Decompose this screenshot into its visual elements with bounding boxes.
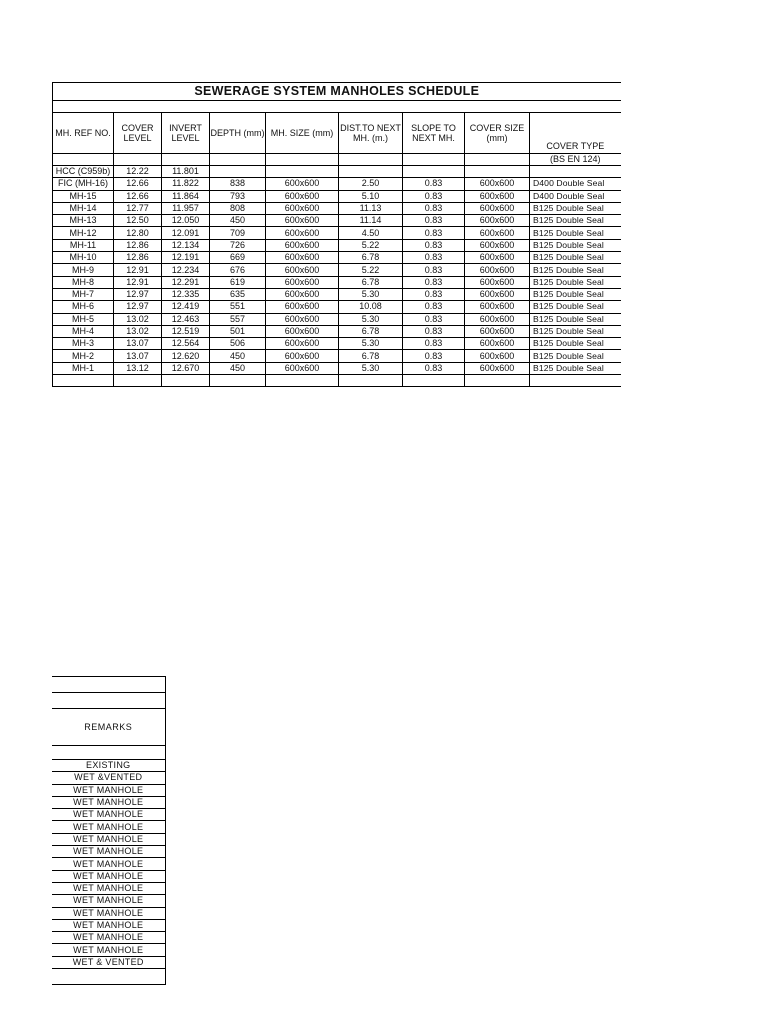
cell-cover-size: 600x600 [465,227,530,239]
remark-cell: WET MANHOLE [52,944,165,956]
sub-cell [162,154,210,166]
remark-cell: WET MANHOLE [52,784,165,796]
sub-cell [403,154,465,166]
remarks-row [52,907,165,919]
cell-cover-level: 12.97 [114,288,162,300]
blank-cell [465,375,530,387]
cell-cover-size: 600x600 [465,313,530,325]
cell-mh-ref: MH-9 [53,264,114,276]
blank-cell [162,375,210,387]
cell-mh-size: 600x600 [266,350,339,362]
cell-mh-size: 600x600 [266,252,339,264]
cell-slope-next: 0.83 [403,313,465,325]
cell-slope-next: 0.83 [403,301,465,313]
cell-cover-level: 12.91 [114,276,162,288]
blank-cell [266,375,339,387]
sub-cell [339,154,403,166]
cell-slope-next: 0.83 [403,338,465,350]
cell-mh-ref: HCC (C959b) [53,166,114,178]
remark-cell: WET MANHOLE [52,919,165,931]
cell-mh-size: 600x600 [266,227,339,239]
cell-dist-next: 6.78 [339,325,403,337]
sub-cell [114,154,162,166]
cell-dist-next: 2.50 [339,178,403,190]
cell-cover-type: D400 Double Seal [530,178,621,190]
cell-invert-level: 12.564 [162,338,210,350]
remarks-row [52,919,165,931]
cell-mh-ref: MH-8 [53,276,114,288]
cell-cover-level: 12.77 [114,202,162,214]
cell-mh-ref: MH-4 [53,325,114,337]
table-row [53,239,621,251]
remarks-row [52,858,165,870]
cell-depth: 726 [210,239,266,251]
cell-depth: 838 [210,178,266,190]
cell-slope-next: 0.83 [403,227,465,239]
table-row [53,362,621,374]
remarks-row [52,772,165,784]
cell-slope-next: 0.83 [403,239,465,251]
cell-invert-level: 12.463 [162,313,210,325]
cell-depth: 450 [210,215,266,227]
cell-mh-ref: MH-13 [53,215,114,227]
cell-cover-size: 600x600 [465,239,530,251]
cell-mh-size: 600x600 [266,313,339,325]
header-cover-type-standard: (BS EN 124) [530,154,621,166]
schedule-title: SEWERAGE SYSTEM MANHOLES SCHEDULE [53,83,621,101]
cell-depth: 676 [210,264,266,276]
cell-cover-size: 600x600 [465,276,530,288]
cell-cover-type: B125 Double Seal [530,239,621,251]
table-row [53,301,621,313]
cell-cover-type: B125 Double Seal [530,301,621,313]
cell-cover-type: D400 Double Seal [530,190,621,202]
cell-cover-level: 12.80 [114,227,162,239]
cell-depth: 501 [210,325,266,337]
remark-cell: WET MANHOLE [52,895,165,907]
cell-invert-level: 12.091 [162,227,210,239]
cell-cover-type: B125 Double Seal [530,350,621,362]
remark-cell: WET MANHOLE [52,796,165,808]
blank-cell [210,375,266,387]
blank-cell [114,375,162,387]
cell-slope-next: 0.83 [403,276,465,288]
cell-cover-level: 13.02 [114,325,162,337]
cell-cover-level: 12.22 [114,166,162,178]
cell-dist-next: 4.50 [339,227,403,239]
table-row [53,227,621,239]
cell-depth: 450 [210,350,266,362]
cell-depth: 635 [210,288,266,300]
cell-mh-size: 600x600 [266,178,339,190]
cell-dist-next: 5.30 [339,338,403,350]
table-row [53,166,621,178]
cell-slope-next: 0.83 [403,252,465,264]
remarks-table [52,676,166,985]
cell-slope-next: 0.83 [403,215,465,227]
sub-cell [266,154,339,166]
header-depth: DEPTH (mm) [210,113,266,154]
cell-depth: 619 [210,276,266,288]
table-row [53,202,621,214]
cell-invert-level: 12.335 [162,288,210,300]
cell-invert-level: 12.419 [162,301,210,313]
remarks-row [52,821,165,833]
table-row [53,338,621,350]
cell-cover-level: 13.12 [114,362,162,374]
cell-mh-ref: MH-15 [53,190,114,202]
cell-cover-type [530,166,621,178]
remarks-row [52,956,165,968]
cell-dist-next: 5.30 [339,362,403,374]
sub-cell [53,154,114,166]
cell-dist-next: 6.78 [339,252,403,264]
cell-mh-ref: MH-10 [53,252,114,264]
remark-cell: WET MANHOLE [52,809,165,821]
remark-cell: WET MANHOLE [52,833,165,845]
cell-mh-size: 600x600 [266,239,339,251]
cell-mh-size: 600x600 [266,362,339,374]
cell-dist-next: 11.13 [339,202,403,214]
cell-mh-size: 600x600 [266,276,339,288]
cell-mh-size: 600x600 [266,288,339,300]
header-cover-level: COVER LEVEL [114,113,162,154]
cell-depth: 506 [210,338,266,350]
cell-cover-type: B125 Double Seal [530,227,621,239]
cell-depth: 557 [210,313,266,325]
cell-cover-type: B125 Double Seal [530,202,621,214]
table-row [53,350,621,362]
table-row [53,276,621,288]
cell-depth: 709 [210,227,266,239]
remark-cell: WET &VENTED [52,772,165,784]
cell-dist-next: 6.78 [339,350,403,362]
cell-mh-ref: MH-1 [53,362,114,374]
cell-cover-size [465,166,530,178]
remarks-row [52,809,165,821]
cell-mh-ref: MH-14 [53,202,114,214]
cell-invert-level: 11.864 [162,190,210,202]
remark-cell: WET MANHOLE [52,907,165,919]
cell-cover-type: B125 Double Seal [530,252,621,264]
remarks-row [52,796,165,808]
remarks-row [52,846,165,858]
cell-mh-size: 600x600 [266,338,339,350]
cell-cover-size: 600x600 [465,301,530,313]
cell-dist-next [339,166,403,178]
cell-slope-next: 0.83 [403,362,465,374]
cell-invert-level: 12.050 [162,215,210,227]
table-row [53,215,621,227]
cell-cover-level: 12.86 [114,252,162,264]
cell-depth: 551 [210,301,266,313]
header-cover-type: COVER TYPE [530,113,621,154]
blank-cell [339,375,403,387]
cell-slope-next: 0.83 [403,264,465,276]
cell-dist-next: 5.10 [339,190,403,202]
cell-invert-level: 12.519 [162,325,210,337]
cell-cover-type: B125 Double Seal [530,362,621,374]
remarks-row [52,944,165,956]
table-row [53,190,621,202]
blank-cell [53,375,114,387]
cell-depth: 793 [210,190,266,202]
header-mh-ref: MH. REF NO. [53,113,114,154]
table-row [53,264,621,276]
table-row [53,288,621,300]
cell-cover-type: B125 Double Seal [530,276,621,288]
cell-cover-size: 600x600 [465,362,530,374]
cell-cover-type: B125 Double Seal [530,264,621,276]
cell-cover-level: 12.66 [114,190,162,202]
blank-row [53,375,621,387]
blank-row [52,969,165,985]
cell-invert-level: 12.234 [162,264,210,276]
sub-cell [465,154,530,166]
remarks-row [52,932,165,944]
cell-mh-size: 600x600 [266,190,339,202]
remark-cell: WET MANHOLE [52,821,165,833]
remark-cell: WET MANHOLE [52,846,165,858]
cell-dist-next: 5.30 [339,288,403,300]
cell-invert-level: 11.801 [162,166,210,178]
cell-cover-level: 13.02 [114,313,162,325]
cell-dist-next: 11.14 [339,215,403,227]
cell-mh-size: 600x600 [266,325,339,337]
blank-row [52,677,165,693]
header-slope-next: SLOPE TO NEXT MH. [403,113,465,154]
cell-mh-ref: MH-2 [53,350,114,362]
cell-invert-level: 12.191 [162,252,210,264]
header-mh-size: MH. SIZE (mm) [266,113,339,154]
blank-cell [52,969,165,985]
remarks-row [52,833,165,845]
cell-invert-level: 11.822 [162,178,210,190]
remark-cell: WET MANHOLE [52,932,165,944]
cell-depth: 669 [210,252,266,264]
cell-cover-size: 600x600 [465,338,530,350]
sub-cell [210,154,266,166]
remark-cell: WET & VENTED [52,956,165,968]
remarks-row [52,870,165,882]
blank-row [52,746,165,760]
cell-cover-level: 12.86 [114,239,162,251]
cell-cover-size: 600x600 [465,288,530,300]
cell-depth: 808 [210,202,266,214]
remarks-row [52,760,165,772]
cell-dist-next: 5.22 [339,264,403,276]
spacer-row [53,101,621,113]
cell-slope-next: 0.83 [403,288,465,300]
cell-dist-next: 5.22 [339,239,403,251]
remark-cell: EXISTING [52,760,165,772]
blank-cell [403,375,465,387]
remark-cell: WET MANHOLE [52,870,165,882]
cell-slope-next: 0.83 [403,202,465,214]
table-row [53,178,621,190]
cell-cover-size: 600x600 [465,202,530,214]
remark-cell: WET MANHOLE [52,858,165,870]
cell-cover-size: 600x600 [465,350,530,362]
table-row [53,252,621,264]
remarks-header: REMARKS [52,709,165,746]
header-dist-next: DIST.TO NEXT MH. (m.) [339,113,403,154]
cell-mh-ref: MH-6 [53,301,114,313]
cell-cover-level: 12.50 [114,215,162,227]
cell-invert-level: 12.134 [162,239,210,251]
cell-cover-size: 600x600 [465,264,530,276]
cell-cover-size: 600x600 [465,325,530,337]
cell-dist-next: 10.08 [339,301,403,313]
cell-mh-ref: MH-12 [53,227,114,239]
cell-slope-next: 0.83 [403,190,465,202]
cell-mh-ref: MH-7 [53,288,114,300]
cell-dist-next: 5.30 [339,313,403,325]
header-cover-size: COVER SIZE (mm) [465,113,530,154]
table-row [53,325,621,337]
cell-depth: 450 [210,362,266,374]
table-row [53,313,621,325]
header-invert-level: INVERT LEVEL [162,113,210,154]
cell-cover-size: 600x600 [465,215,530,227]
blank-cell [530,375,621,387]
cell-cover-type: B125 Double Seal [530,325,621,337]
cell-cover-level: 12.91 [114,264,162,276]
cell-mh-size: 600x600 [266,301,339,313]
cell-mh-ref: MH-5 [53,313,114,325]
cell-cover-level: 13.07 [114,338,162,350]
cell-invert-level: 11.957 [162,202,210,214]
cell-slope-next [403,166,465,178]
cell-mh-ref: MH-11 [53,239,114,251]
cell-cover-type: B125 Double Seal [530,215,621,227]
blank-row [52,693,165,709]
remarks-row [52,882,165,894]
cell-mh-size: 600x600 [266,215,339,227]
cell-invert-level: 12.670 [162,362,210,374]
cell-cover-level: 12.66 [114,178,162,190]
cell-mh-ref: FIC (MH-16) [53,178,114,190]
cell-mh-ref: MH-3 [53,338,114,350]
cell-cover-level: 12.97 [114,301,162,313]
cell-cover-size: 600x600 [465,252,530,264]
cell-dist-next: 6.78 [339,276,403,288]
remark-cell: WET MANHOLE [52,882,165,894]
remarks-row [52,895,165,907]
cell-cover-type: B125 Double Seal [530,313,621,325]
cell-cover-size: 600x600 [465,178,530,190]
cell-mh-size: 600x600 [266,264,339,276]
cell-cover-size: 600x600 [465,190,530,202]
cell-mh-size: 600x600 [266,202,339,214]
cell-slope-next: 0.83 [403,350,465,362]
manhole-schedule-table [52,82,621,387]
cell-cover-type: B125 Double Seal [530,288,621,300]
cell-mh-size [266,166,339,178]
remarks-row [52,784,165,796]
cell-cover-level: 13.07 [114,350,162,362]
cell-depth [210,166,266,178]
cell-slope-next: 0.83 [403,178,465,190]
cell-invert-level: 12.291 [162,276,210,288]
cell-cover-type: B125 Double Seal [530,338,621,350]
cell-invert-level: 12.620 [162,350,210,362]
cell-slope-next: 0.83 [403,325,465,337]
